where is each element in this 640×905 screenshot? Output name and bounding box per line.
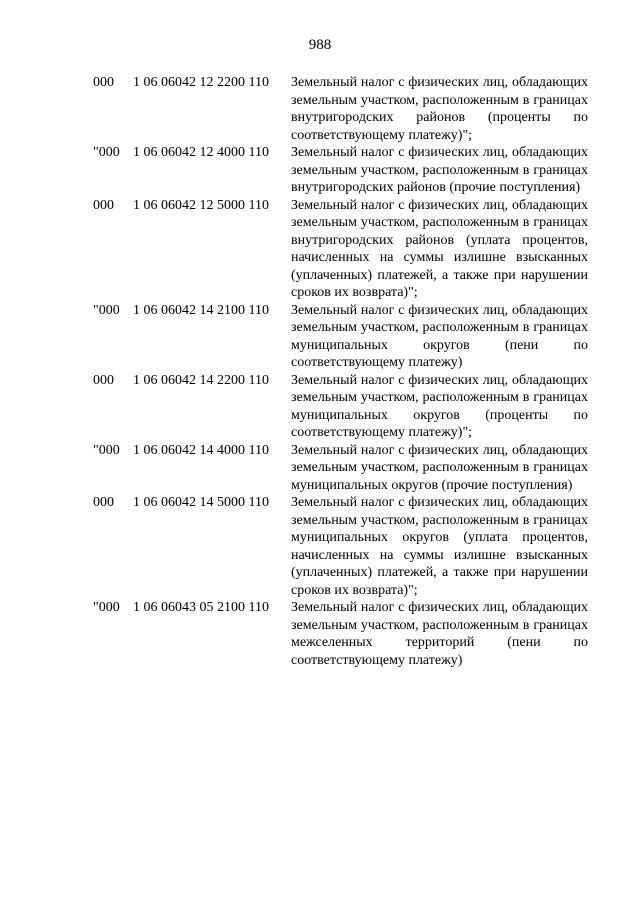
admin-code: 000 [93,75,114,90]
budget-classification-code: 1 06 06042 12 5000 110 [133,197,269,213]
code-description: Земельный налог с физических лиц, обладающих земельным участком, расположенным в границах муниципальных округов (прочие поступления) [291,442,588,493]
budget-code-entry [0,144,640,197]
budget-code-entry [0,197,640,302]
budget-code-entry [0,494,640,599]
budget-classification-code: 1 06 06042 14 2100 110 [133,302,269,318]
code-description: Земельный налог с физических лиц, обладающих земельным участком, расположенным в границах муниципальных округов (пени по соответствующему платежу) [291,302,588,370]
admin-code: "000 [93,302,120,318]
page-number: 988 [308,37,332,53]
admin-code: "000 [93,145,120,160]
admin-code: 000 [93,197,114,213]
budget-classification-code: 1 06 06043 05 2100 110 [133,600,269,615]
code-description: Земельный налог с физических лиц, обладающих земельным участком, расположенным в границах внутригородских районов (прочие поступления) [291,145,588,195]
code-description: Земельный налог с физических лиц, обладающих земельным участком, расположенным в границах муниципальных округов (уплата процентов, начисленных на суммы излишне взысканных (уплаченных) платежей, а также при нарушении сроков их возврата)"; [291,495,588,598]
budget-classification-code: 1 06 06042 12 4000 110 [133,145,269,160]
budget-code-entry [0,302,640,372]
budget-code-entry [0,442,640,495]
code-description: Земельный налог с физических лиц, обладающих земельным участком, расположенным в границах внутригородских районов (уплата процентов, начисленных на суммы излишне взысканных (уплаченных) платежей, а также при нарушении сроков их возврата)"; [291,197,588,300]
budget-classification-code: 1 06 06042 14 2200 110 [133,372,269,388]
code-description: Земельный налог с физических лиц, обладающих земельным участком, расположенным в границах внутригородских районов (проценты по соответствующему платежу)"; [291,75,588,143]
admin-code: "000 [93,600,120,615]
admin-code: 000 [93,372,114,388]
code-description: Земельный налог с физических лиц, обладающих земельным участком, расположенным в границах муниципальных округов (проценты по соответствующему платежу)"; [291,372,588,440]
budget-code-entry [0,372,640,442]
budget-classification-code: 1 06 06042 14 5000 110 [133,495,269,510]
admin-code: 000 [93,495,114,510]
budget-code-entry [0,599,640,669]
budget-classification-code: 1 06 06042 12 2200 110 [133,75,269,90]
code-description: Земельный налог с физических лиц, обладающих земельным участком, расположенным в границах межселенных территорий (пени по соответствующему платежу) [291,600,588,668]
budget-classification-code: 1 06 06042 14 4000 110 [133,442,269,458]
admin-code: "000 [93,442,120,458]
budget-code-list [0,74,640,669]
budget-code-entry [0,74,640,144]
